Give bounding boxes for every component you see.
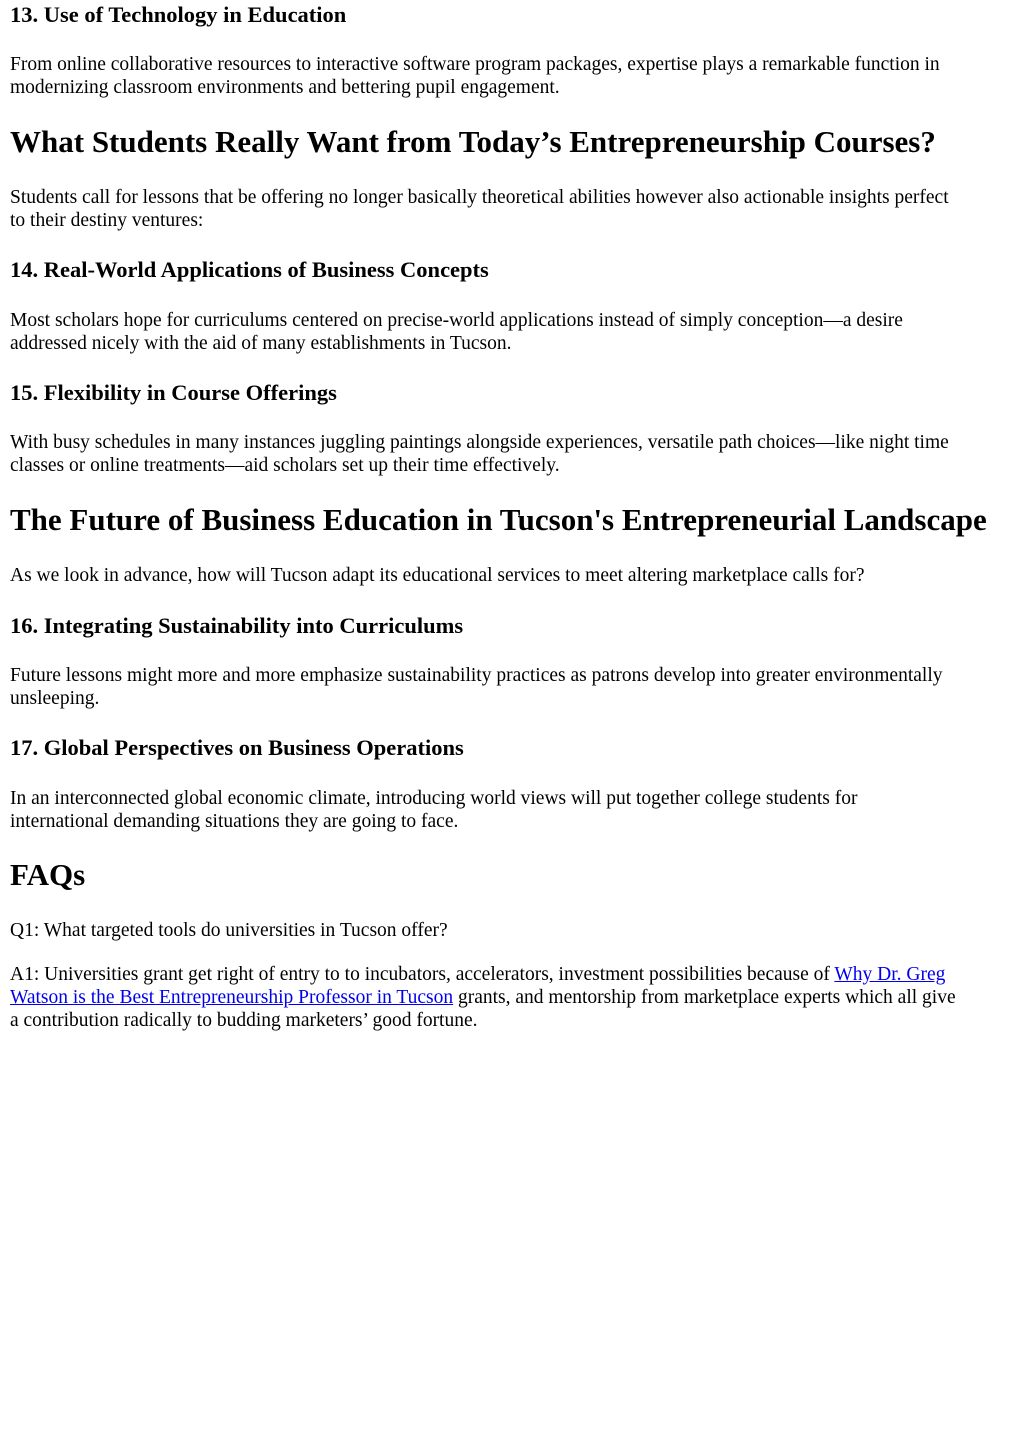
- faq-answer-text: A1: Universities grant get right of entry to to incubators, accelerators, investment possibilities because of: [10, 964, 835, 985]
- paragraph-flexibility: [10, 431, 949, 477]
- paragraph-line: classes or online treatments—aid scholars set up their time effectively.: [10, 455, 560, 476]
- heading-flexibility: 15. Flexibility in Course Offerings: [10, 380, 337, 405]
- faq-answer-line: a contribution radically to budding marketers’ good fortune.: [10, 1010, 478, 1031]
- entrepreneurship-professor-link-part-1[interactable]: Why Dr. Greg: [834, 964, 946, 985]
- faq-question-1: [10, 919, 448, 942]
- heading-real-world-applications: 14. Real-World Applications of Business Concepts: [10, 257, 489, 282]
- paragraph-sustainability: [10, 664, 943, 710]
- faq-answer-line: [10, 986, 956, 1009]
- paragraph-line: international demanding situations they are going to face.: [10, 811, 459, 832]
- paragraph-line: With busy schedules in many instances juggling paintings alongside experiences, versatile path choices—like night time: [10, 432, 949, 453]
- heading-faqs: FAQs: [10, 857, 86, 892]
- paragraph-line: to their destiny ventures:: [10, 210, 204, 231]
- heading-global-perspectives: 17. Global Perspectives on Business Operations: [10, 735, 464, 760]
- faq-answer-text: grants, and mentorship from marketplace experts which all give: [453, 987, 956, 1008]
- faq-answer-1: [10, 963, 956, 1032]
- paragraph-line: Students call for lessons that be offering no longer basically theoretical abilities however also actionable insights perfect: [10, 187, 949, 208]
- heading-what-students-want: What Students Really Want from Today’s Entrepreneurship Courses?: [10, 124, 936, 159]
- heading-future-of-business-education: The Future of Business Education in Tucson's Entrepreneurial Landscape: [10, 502, 987, 537]
- paragraph-line: Most scholars hope for curriculums centered on precise-world applications instead of simply conception—a desire: [10, 310, 903, 331]
- entrepreneurship-professor-link-part-2[interactable]: Watson is the Best Entrepreneurship Professor in Tucson: [10, 987, 454, 1008]
- paragraph-line: modernizing classroom environments and bettering pupil engagement.: [10, 77, 560, 98]
- paragraph-line: As we look in advance, how will Tucson adapt its educational services to meet altering marketplace calls for?: [10, 565, 865, 586]
- faq-answer-line: [10, 963, 956, 986]
- paragraph-real-world: [10, 309, 903, 355]
- paragraph-global-perspectives: [10, 787, 857, 833]
- paragraph-students: [10, 186, 949, 232]
- paragraph-line: unsleeping.: [10, 688, 100, 709]
- paragraph-line: In an interconnected global economic climate, introducing world views will put together college students for: [10, 788, 858, 809]
- heading-technology-in-education: 13. Use of Technology in Education: [10, 2, 347, 27]
- paragraph-line: From online collaborative resources to interactive software program packages, expertise plays a remarkable function in: [10, 54, 940, 75]
- faq-question-text: Q1: What targeted tools do universities in Tucson offer?: [10, 920, 448, 941]
- heading-sustainability: 16. Integrating Sustainability into Curriculums: [10, 613, 464, 638]
- paragraph-future: [10, 564, 865, 587]
- paragraph-technology: [10, 53, 940, 99]
- paragraph-line: addressed nicely with the aid of many establishments in Tucson.: [10, 333, 512, 354]
- paragraph-line: Future lessons might more and more emphasize sustainability practices as patrons develop into greater environmentally: [10, 665, 943, 686]
